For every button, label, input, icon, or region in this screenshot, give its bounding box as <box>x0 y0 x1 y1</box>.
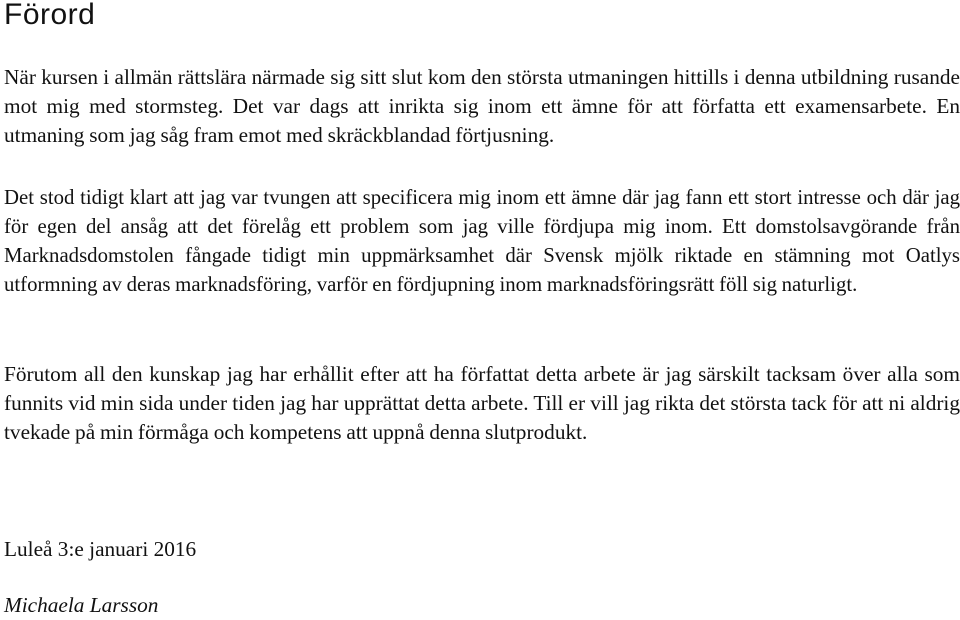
paragraph-topic: Det stod tidigt klart att jag var tvungen att specificera mig inom ett ämne där jag fann ett stort intresse och där jag för egen del ansåg att det förelåg ett problem som jag ville fördjupa mig inom. Ett domstolsavgörande från Marknadsdomstolen fångade tidigt min uppmärksamhet där Svensk mjölk riktade en stämning mot Oatlys utformning av deras marknadsföring, varför en fördjupning inom marknadsföringsrätt föll sig naturligt. <box>4 186 960 296</box>
page-title: Förord <box>4 0 96 31</box>
paragraph-intro: När kursen i allmän rättslära närmade sig sitt slut kom den största utmaningen hittills i denna utbildning rusande mot mig med stormsteg. Det var dags att inrikta sig inom ett ämne för att författa ett examensarbete. En utmaning som jag såg fram emot med skräckblandad förtjusning. <box>4 65 960 147</box>
place-date: Luleå 3:e januari 2016 <box>4 537 197 561</box>
signature: Michaela Larsson <box>4 593 159 617</box>
paragraph-thanks: Förutom all den kunskap jag har erhållit efter att ha författat detta arbete är jag särskilt tacksam över alla som funnits vid min sida under tiden jag har upprättat detta arbete. Till er vill jag rikta det största tack för att ni aldrig tvekade på min förmåga och kompetens att uppnå denna slutprodukt. <box>4 362 960 444</box>
